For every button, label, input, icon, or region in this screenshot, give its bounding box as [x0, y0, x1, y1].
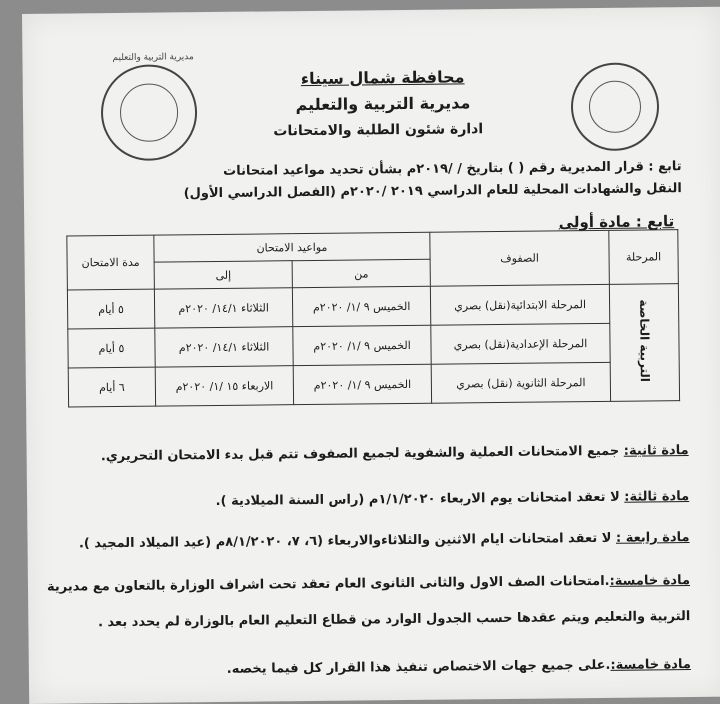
article-6-label: مادة خامسة:	[610, 657, 691, 673]
governorate-title: محافظة شمال سيناء	[300, 67, 465, 89]
directorate-seal-icon	[101, 64, 198, 161]
grade-cell: المرحلة الابتدائية(نقل) بصري	[430, 284, 609, 325]
duration-cell: ٥ أيام	[68, 328, 155, 368]
directorate-title: مديرية التربية والتعليم	[295, 93, 471, 115]
duration-cell: ٥ أيام	[67, 289, 154, 329]
from-cell: الخميس ٩ /١/ ٢٠٢٠م	[293, 325, 431, 365]
from-cell: الخميس ٩ /١/ ٢٠٢٠م	[293, 364, 431, 404]
header-duration: مدة الامتحان	[67, 235, 155, 290]
article-4-text: لا تعقد امتحانات ايام الاثنين والثلاثاءوالاربعاء (٦، ٧، ٨/١/٢٠٢٠م (عيد الميلاد المجيد ).	[78, 530, 617, 552]
to-cell: الثلاثاء ١٤/١/ ٢٠٢٠م	[154, 288, 293, 328]
grade-cell: المرحلة الإعدادية(نقل) بصري	[431, 323, 610, 364]
article-4	[79, 530, 690, 551]
stage-cell	[609, 284, 679, 402]
article-6-text: .على جميع جهات الاختصاص تنفيذ هذا القرار كل فيما يخصه.	[226, 657, 611, 677]
article-2-text: جميع الامتحانات العملية والشفوية لجميع الصفوف تتم قبل بدء الامتحان التحريري.	[100, 443, 624, 465]
header-stage: المرحلة	[609, 230, 679, 285]
department-title: ادارة شئون الطلبة والامتحانات	[273, 121, 484, 140]
article-4-label: مادة رابعة :	[615, 530, 690, 546]
decision-line-2: النقل والشهادات المحلية للعام الدراسي ٢٠١٩ /٢٠٢٠م (الفصل الدراسي الأول)	[183, 181, 682, 202]
decision-line-1: تابع : قرار المديرية رقم ( ) بتاريخ / /٢٠١٩م بشأن تحديد مواعيد امتحانات	[223, 159, 682, 179]
article-6	[227, 657, 691, 677]
to-cell: الثلاثاء ١٤/١/ ٢٠٢٠م	[155, 327, 294, 367]
article-3	[216, 489, 690, 509]
seal-caption: مديرية التربية والتعليم	[112, 52, 194, 64]
article-2-label: مادة ثانية:	[623, 443, 689, 459]
document-page	[22, 7, 720, 704]
header-to: إلى	[154, 261, 292, 289]
article-3-label: مادة ثالثة:	[624, 489, 690, 505]
table-row	[67, 284, 678, 329]
duration-cell: ٦ أيام	[68, 367, 155, 407]
header-grades: الصفوف	[430, 230, 610, 286]
header-from: من	[292, 259, 430, 287]
exam-schedule-table	[66, 229, 680, 407]
from-cell: الخميس ٩ /١/ ٢٠٢٠م	[293, 286, 431, 326]
table-row	[68, 323, 679, 368]
article-3-text: لا تعقد امتحانات يوم الاربعاء ١/١/٢٠٢٠م (راس السنة الميلادية ).	[215, 489, 625, 509]
stage-label: التربية الخاصة	[637, 299, 652, 383]
article-5	[47, 573, 690, 595]
article-2	[101, 443, 689, 464]
grade-cell: المرحلة الثانوية (نقل) بصري	[431, 362, 610, 403]
subheading: تابع : مادة أولى	[558, 212, 675, 232]
header-dates: مواعيد الامتحان	[154, 232, 430, 262]
table-row	[68, 362, 679, 407]
governorate-emblem-icon	[571, 62, 660, 151]
article-5-continuation: التربية والتعليم ويتم عقدها حسب الجدول الوارد من قطاع التعليم العام بالوزارة لم يحدد بعد .	[97, 609, 691, 631]
article-5-label: مادة خامسة:	[609, 573, 691, 589]
article-5-text: .امتحانات الصف الاول والثانى الثانوى العام تعقد تحت اشراف الوزارة بالتعاون مع مديرية	[46, 573, 610, 595]
to-cell: الاربعاء ١٥ /١/ ٢٠٢٠م	[155, 366, 294, 406]
